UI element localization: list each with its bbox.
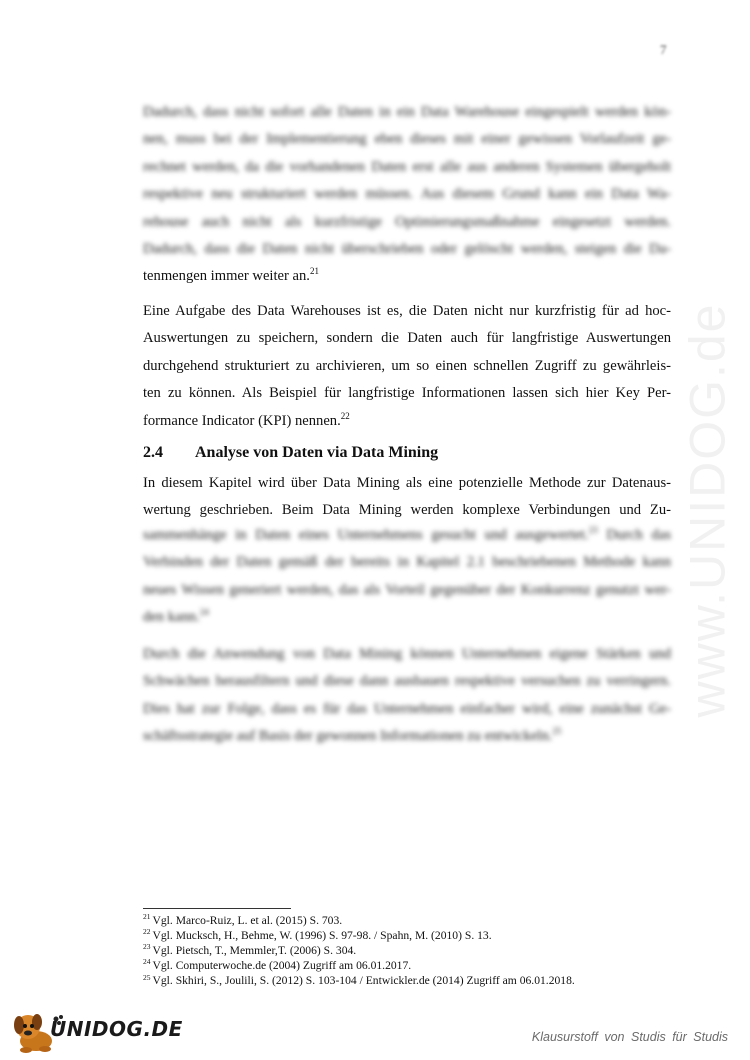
footnote-text: Vgl. Skhiri, S., Joulili, S. (2012) S. 103-104 / Entwickler.de (2014) Zugriff am 06.01.2018. (152, 974, 575, 988)
footnotes (143, 913, 575, 988)
text-line (143, 522, 671, 549)
footnote-item (143, 958, 575, 973)
text-line: nen, muss bei der Implementierung eben dieses mit einer gewissen Vorlaufzeit ge- (143, 131, 671, 148)
text-line: respektive neu strukturiert werden müssen. Aus diesem Grund kann ein Data Wa- (143, 186, 671, 203)
text-line: Auswertungen zu speichern, sondern die Daten auch für langfristige Auswertungen (143, 330, 671, 347)
page-number: 7 (660, 42, 667, 57)
text: formance Indicator (KPI) nennen. (143, 412, 341, 429)
text-line: In diesem Kapitel wird über Data Mining als eine potenzielle Methode zur Datenaus- (143, 475, 671, 491)
tagline: Klausurstoff von Studis für Studis (531, 1030, 728, 1044)
footnote-item (143, 973, 575, 988)
text: den kann. (143, 609, 200, 626)
text-line: neues Wissen generiert werden, das als Vorteil gegenüber der Konkurrenz genutzt wer- (143, 581, 671, 598)
paragraph-data-warehouse-task (143, 298, 671, 435)
footnote-item (143, 943, 575, 958)
logo-text: UNIDOG.DE (50, 1017, 183, 1041)
text: tenmengen immer weiter an. (143, 268, 310, 285)
text-line: Dadurch, dass die Daten nicht überschrieben oder gelöscht werden, steigen die Da- (143, 241, 671, 258)
watermark-text: www.UNIDOG.de (679, 302, 735, 718)
watermark (662, 280, 750, 740)
text-line: rechnet werden, da die vorhandenen Daten erst alle aus anderen Systemen übergeholt (143, 158, 671, 175)
text-line: Eine Aufgabe des Data Warehouses ist es, die Daten nicht nur kurzfristig für ad hoc- (143, 303, 671, 319)
section-title: Analyse von Daten via Data Mining (195, 444, 439, 461)
footnote-number: 22 (143, 927, 151, 937)
text-line: ten zu können. Als Beispiel für langfristige Informationen lassen sich hier Key Per- (143, 385, 671, 402)
section-heading (143, 444, 438, 462)
paragraph-data-mining-intro (143, 470, 671, 525)
footnote-ref: 23 (588, 525, 598, 536)
footnote-text: Vgl. Mucksch, H., Behme, W. (1996) S. 97-98. / Spahn, M. (2010) S. 13. (152, 929, 492, 943)
text-line (143, 604, 671, 631)
text-line: rehouse auch nicht als kurzfristige Optimierungsmaßnahme eingesetzt werden. (143, 213, 671, 230)
text-line: wertung geschrieben. Beim Data Mining werden komplexe Verbindungen und Zu- (143, 502, 671, 519)
footnote-number: 23 (143, 942, 151, 952)
text-line (143, 723, 671, 750)
footnote-text: Vgl. Computerwoche.de (2004) Zugriff am 06.01.2017. (152, 959, 412, 973)
footnote-number: 21 (143, 912, 151, 922)
section-number: 2.4 (143, 444, 163, 461)
footnote-divider (143, 908, 291, 909)
text: Durch das (606, 527, 672, 543)
footnote-number: 25 (143, 972, 151, 982)
paragraph-data-warehouse-intro (143, 99, 671, 291)
footnote-item (143, 928, 575, 943)
text: schäftsstrategie auf Basis der gewonnen Informationen zu entwickeln. (143, 728, 553, 745)
footnote-text: Vgl. Pietsch, T., Memmler,T. (2006) S. 304. (152, 944, 357, 958)
footnote-text: Vgl. Marco-Ruiz, L. et al. (2015) S. 703. (152, 914, 343, 927)
footnote-item (143, 913, 575, 928)
text-line (143, 408, 671, 435)
footnote-ref: 21 (309, 266, 319, 277)
text: sammenhänge in Daten eines Unternehmens gesucht und ausgewertet. (143, 527, 589, 543)
text-line-sharp (143, 263, 671, 290)
footnote-ref: 22 (340, 410, 350, 421)
text-line: Verbinden der Daten gemäß der bereits in Kapitel 2.1 beschriebenen Methode kann (143, 554, 671, 571)
footnote-ref: 25 (552, 726, 562, 737)
text-line: Dadurch, dass nicht sofort alle Daten in ein Data Warehouse eingespielt werden kön- (143, 104, 671, 120)
text-line: durchgehend strukturiert zu archivieren, um so einen schnellen Zugriff zu gewährleis- (143, 357, 671, 374)
footnote-ref: 24 (199, 607, 209, 618)
text-line: Dies hat zur Folge, dass es für das Unternehmen einfacher wird, eine zunächst Ge- (143, 700, 671, 717)
text-line: Durch die Anwendung von Data Mining können Unternehmen eigene Stärken und (143, 646, 671, 662)
footnote-number: 24 (143, 957, 151, 967)
paragraph-data-mining-application (143, 641, 671, 751)
paragraph-data-mining-continued (143, 522, 671, 632)
text-line: Schwächen herausfiltern und diese dann ausbauen respektive versuchen zu verringern. (143, 673, 671, 690)
